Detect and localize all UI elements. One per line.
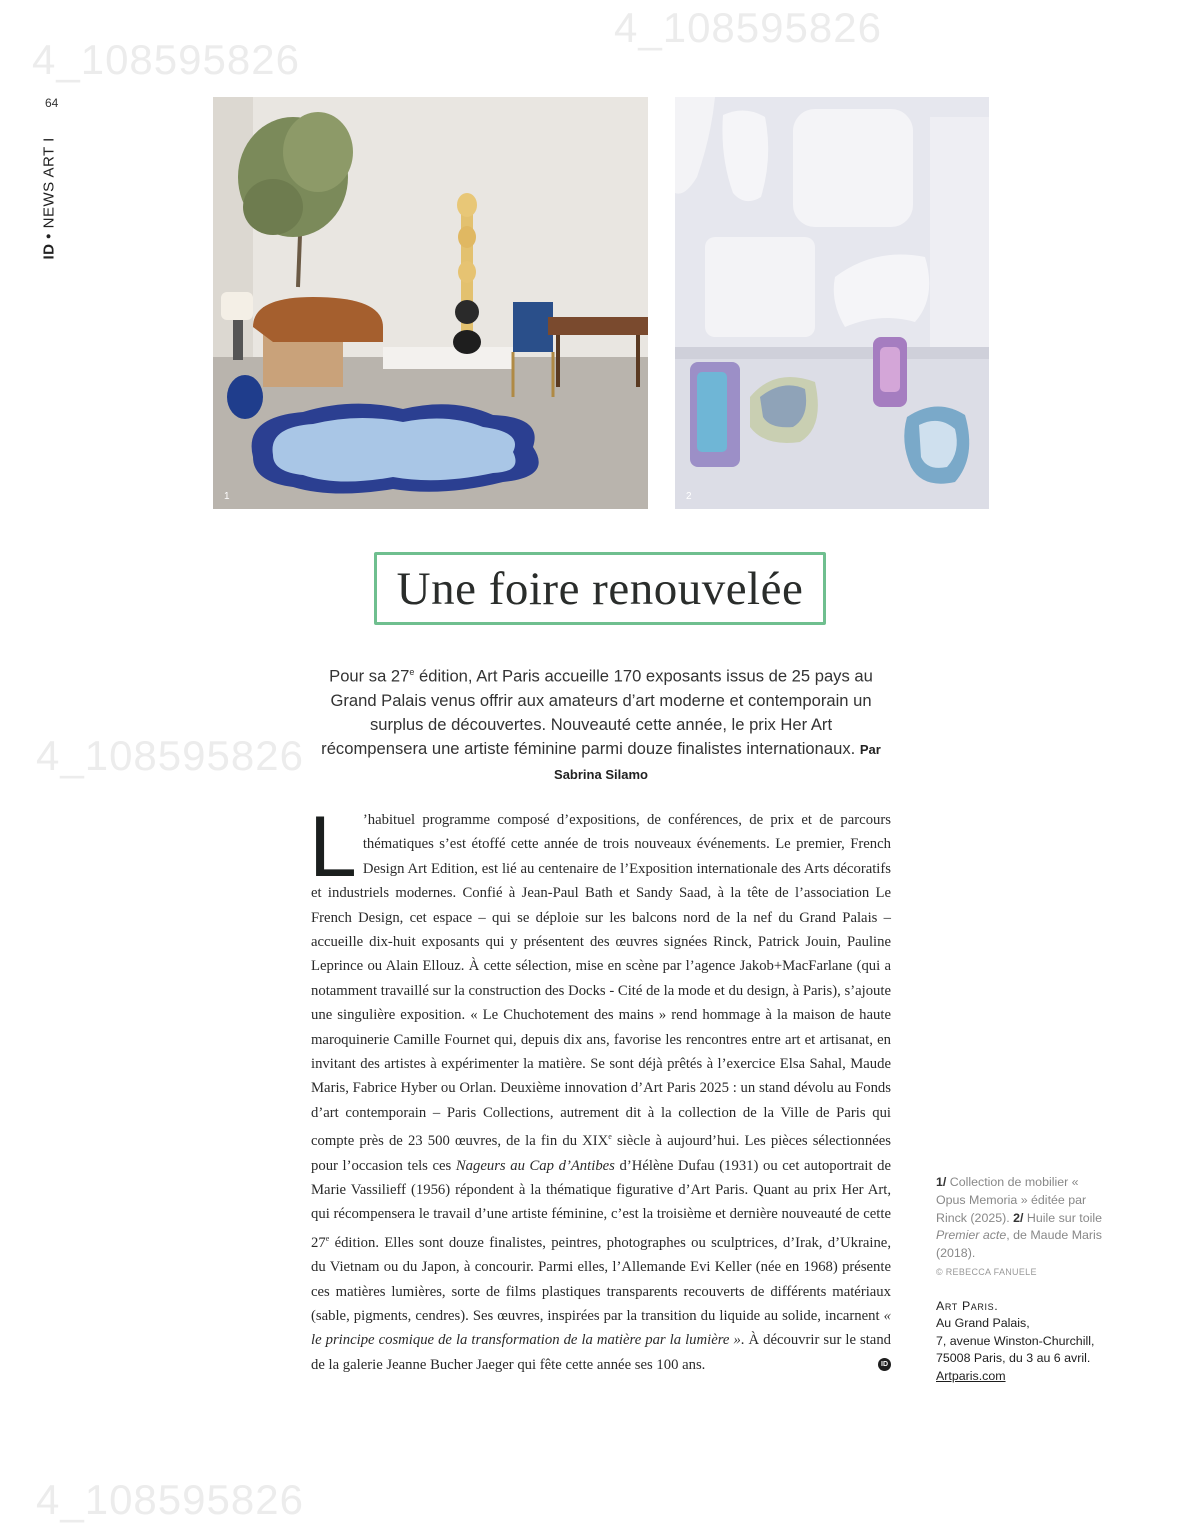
info-line: 75008 Paris, du 3 au 6 avril. (936, 1351, 1091, 1366)
caption-artwork-title: Premier acte (936, 1228, 1007, 1243)
photo-painting (675, 97, 989, 509)
headline: Une foire renouvelée (396, 562, 804, 615)
practical-info (936, 1298, 1121, 1385)
quote: « le principe cosmique de la transformation de la matière par la lumière » (311, 1307, 891, 1349)
info-line: Au Grand Palais, (936, 1316, 1030, 1331)
caption-number: 2/ (1013, 1210, 1024, 1225)
website-link[interactable]: Artparis.com (936, 1368, 1006, 1383)
page-rail (36, 96, 66, 260)
caption-text: Collection de mobilier « Opus Memoria » éditée par Rinck (2025). (936, 1175, 1087, 1225)
photo-caption (936, 1174, 1106, 1282)
caption-number: 1/ (936, 1175, 947, 1189)
superscript: e (608, 1132, 612, 1142)
superscript: e (325, 1233, 330, 1243)
event-name: Art Paris. (936, 1299, 999, 1313)
standfirst (316, 660, 886, 788)
photo-number: 1 (224, 491, 230, 502)
rail-bullet: • (40, 233, 58, 239)
photo-furniture (213, 97, 648, 509)
body-text: siècle à aujourd’hui. Les pièces sélectionnées pour l’occasion tels ces (311, 1133, 891, 1174)
section-label (41, 130, 58, 260)
body-text: . À découvrir sur le stand de la galerie Jeanne Bucher Jaeger qui fête cette année ses 100 ans. (311, 1332, 892, 1373)
watermark: 4_108595826 (614, 4, 882, 51)
superscript: e (409, 667, 415, 677)
photo-number: 2 (686, 491, 692, 502)
body-text: édition. Elles sont douze finalistes, peintres, photographes ou sculptrices, d’Irak, d’Ukraine, du Vietnam ou du Japon, à concourir. Parmi elles, l’Allemande Evi Keller (née en 1968) présente ces matières lumières, sorte de films plastiques transparents recouverts de différents matériaux (sable, pigments, cendres). Ses œuvres, inspirées par la transition du liquide au solide, incarnent (311, 1234, 891, 1324)
end-mark-icon: ID (878, 1358, 891, 1371)
watermark: 4_108595826 (32, 36, 300, 83)
body-text: d’Hélène Dufau (1931) ou cet autoportrait de Marie Vassilieff (1956) répondent à la thématique figurative d’Art Paris. Quant au prix Her Art, qui récompensera le travail d’une artiste féminine, c’est la troisième et dernière nouveauté de cette 27 (311, 1157, 891, 1251)
photo-furniture-illustration (213, 97, 648, 509)
photo-painting-illustration (675, 97, 989, 509)
headline-frame (374, 552, 826, 625)
caption-text: Huile sur toile (1023, 1210, 1102, 1225)
drop-cap: L (309, 799, 357, 895)
magazine-logo: ID (40, 243, 58, 260)
info-line: 7, avenue Winston-Churchill, (936, 1333, 1095, 1348)
standfirst-text: Pour sa 27 (329, 666, 410, 686)
article-body (309, 799, 892, 1377)
watermark: 4_108595826 (36, 732, 304, 779)
artwork-title: Nageurs au Cap d’Antibes (455, 1157, 615, 1174)
caption-text: , de Maude Maris (2018). (936, 1228, 1102, 1261)
body-text: ’habituel programme composé d’expositions, de conférences, de prix et de parcours thématiques s’est étoffé cette année de trois nouveaux événements. Le premier, French Design Art Edition, est lié au centenaire de l’Exposition internationale des Arts décoratifs et industriels modernes. Confié à Jean-Paul Bath et Sandy Saad, à la tête de l’association Le French Design, cet espace – qui se déploie sur les balcons nord de la nef du Grand Palais – accueille dix-huit exposants qui y présentent des œuvres signées Rinck, Patrick Jouin, Pauline Leprince ou Alain Ellouz. À cette sélection, mise en scène par l’agence Jakob+MacFarlane (qui a notamment travaillé sur la construction des Docks - Cité de la mode et du design, à Paris), s’ajoute une singulière exposition. « Le Chuchotement des mains » rend hommage à la maison de haute maroquinerie Camille Fournet qui, depuis dix ans, favorise les rencontres entre art et artisanat, en invitant des artistes à expérimenter la matière. Se sont déjà prêtés à l’exercice Elsa Sahal, Maude Maris, Fabrice Hyber ou Orlan. Deuxième innovation d’Art Paris 2025 : un stand dévolu au Fonds d’art contemporain – Paris Collections, autrement dit à la collection de la Ville de Paris qui compte près de 23 500 œuvres, de la fin du XIX (311, 812, 891, 1150)
standfirst-text: édition, Art Paris accueille 170 exposants issus de 25 pays au Grand Palais venus offrir aux amateurs d’art moderne et contemporain un surplus de découvertes. Nouveauté cette année, le prix Her Art récompensera une artiste féminine parmi douze finalistes internationaux. (321, 666, 873, 759)
photo-credit: © REBECCA FANUELE (936, 1266, 1037, 1277)
watermark: 4_108595826 (36, 1476, 304, 1523)
section-name: NEWS ART I (40, 137, 58, 229)
byline: Par Sabrina Silamo (554, 742, 881, 783)
page-number: 64 (45, 96, 59, 110)
